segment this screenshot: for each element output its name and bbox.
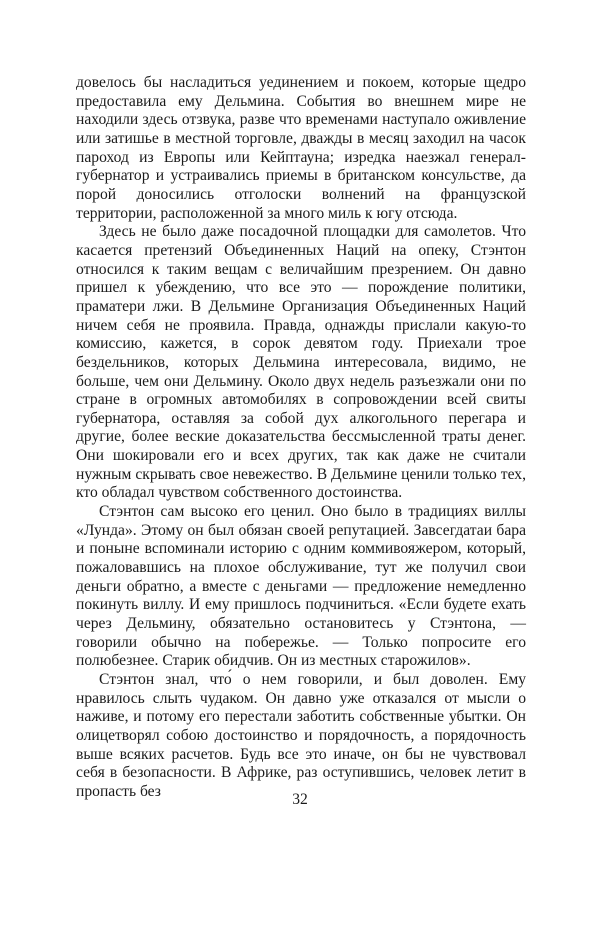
paragraph-3: Стэнтон сам высоко его ценил. Оно было в традициях виллы «Лунда». Этому он был обязан своей репутацией. Завсегдатаи бара и поныне вспоминали историю с одним коммивояжером, который, пожаловавшись на плохое обслуживание, тут же получил свои деньги обратно, а вместе с деньгами — предложение немедленно покинуть виллу. И ему пришлось подчиниться. «Если будете ехать через Дельмину, обязательно остановитесь у Стэнтона, — говорили обычно на побережье. — Только попросите его полюбезнее. Старик обидчив. Он из местных старожилов». [76,503,526,670]
paragraph-4: Стэнтон знал, что́ о нем говорили, и был доволен. Ему нравилось слыть чудаком. Он давно уже отказался от мысли о наживе, и потому его перестали заботить собственные убытки. Он олицетворял собою достоинство и порядочность, а порядочность выше всяких расчетов. Будь все это иначе, он бы не чувствовал себя в безопасности. В Африке, раз оступившись, человек летит в пропасть без [76,671,526,800]
page-body [76,74,526,802]
paragraph-2: Здесь не было даже посадочной площадки для самолетов. Что касается претензий Объединенных Наций на опеку, Стэнтон относился к таким вещам с величайшим презрением. Он давно пришел к убеждению, что все это — порождение политики, праматери лжи. В Дельмине Организация Объединенных Наций ничем себя не проявила. Правда, однажды прислали какую-то комиссию, кажется, в сорок девятом году. Приехали трое бездельников, которых Дельмина интересовала, видимо, не больше, чем они Дельмину. Около двух недель разъезжали они по стране в огромных автомобилях в сопровождении всей свиты губернатора, оставляя за собой дух алкогольного перегара и другие, более веские доказательства бессмысленной траты денег. Они шокировали его и всех других, так как даже не считали нужным скрывать свое невежество. В Дельмине ценили только тех, кто обладал чувством собственного достоинства. [76,223,526,502]
paragraph-1: довелось бы насладиться уединением и покоем, которые щедро предоставила ему Дельмина. События во внешнем мире не находили здесь отзвука, разве что временами наступало оживление или затишье в местной торговле, дважды в месяц заходил на часок пароход из Европы или Кейптауна; изредка наезжал генерал-губернатор и устраивались приемы в британском консульстве, да порой доносились отголоски волнений на французской территории, расположенной за много миль к югу отсюда. [76,74,526,222]
page-number: 32 [292,791,308,808]
